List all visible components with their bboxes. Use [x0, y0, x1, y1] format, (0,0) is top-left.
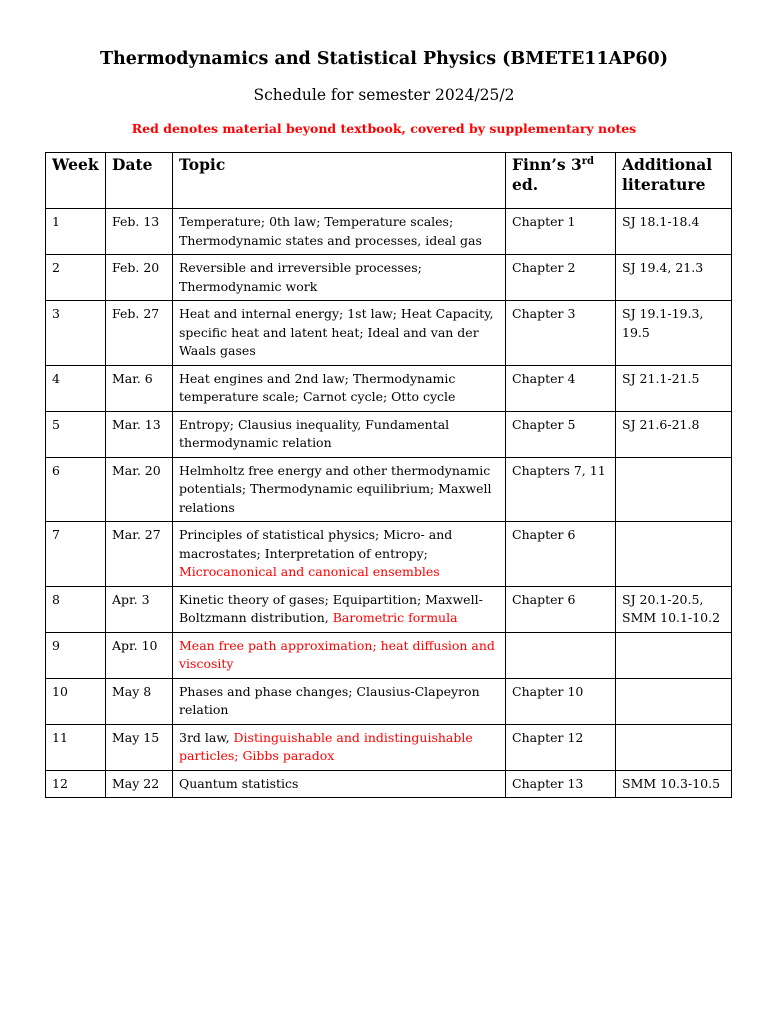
table-row	[46, 411, 732, 457]
additional-literature-cell	[616, 678, 732, 724]
date-cell: Feb. 20	[106, 255, 173, 301]
topic-text: Entropy; Clausius inequality, Fundamental thermodynamic relation	[179, 416, 450, 450]
date-cell: May 22	[106, 770, 173, 798]
table-row	[46, 770, 732, 798]
date-cell: Mar. 13	[106, 411, 173, 457]
topic-cell	[173, 209, 506, 255]
topic-cell	[173, 255, 506, 301]
finn-chapter-cell: Chapter 5	[506, 411, 616, 457]
additional-literature-cell: SJ 21.6-21.8	[616, 411, 732, 457]
header-date: Date	[106, 153, 173, 209]
week-cell: 7	[46, 522, 106, 587]
topic-text: Kinetic theory of gases; Equipartition; Maxwell-Boltzmann distribution,	[179, 591, 483, 625]
finn-chapter-cell: Chapter 4	[506, 365, 616, 411]
week-cell: 1	[46, 209, 106, 255]
additional-literature-cell	[616, 724, 732, 770]
header-row	[46, 153, 732, 209]
date-cell: Feb. 13	[106, 209, 173, 255]
topic-cell	[173, 724, 506, 770]
topic-text: Principles of statistical physics; Micro- and macrostates; Interpretation of entropy;	[179, 527, 453, 561]
topic-text: Quantum statistics	[179, 775, 299, 791]
week-cell: 6	[46, 457, 106, 522]
week-cell: 9	[46, 632, 106, 678]
week-cell: 8	[46, 586, 106, 632]
week-cell: 2	[46, 255, 106, 301]
finn-chapter-cell: Chapters 7, 11	[506, 457, 616, 522]
finn-chapter-cell	[506, 632, 616, 678]
topic-cell	[173, 301, 506, 366]
table-row	[46, 365, 732, 411]
finn-chapter-cell: Chapter 3	[506, 301, 616, 366]
additional-literature-cell: SJ 19.1-19.3, 19.5	[616, 301, 732, 366]
document-title: Thermodynamics and Statistical Physics (BMETE11AP60)	[99, 49, 669, 69]
topic-cell	[173, 678, 506, 724]
topic-text: Heat engines and 2nd law; Thermodynamic temperature scale; Carnot cycle; Otto cycle	[179, 370, 456, 404]
header-finn	[506, 153, 616, 209]
date-cell: May 8	[106, 678, 173, 724]
date-cell: Feb. 27	[106, 301, 173, 366]
finn-chapter-cell: Chapter 1	[506, 209, 616, 255]
week-cell: 5	[46, 411, 106, 457]
week-cell: 4	[46, 365, 106, 411]
topic-supplementary-text: Mean free path approximation; heat diffusion and viscosity	[179, 637, 495, 671]
table-row	[46, 209, 732, 255]
week-cell: 12	[46, 770, 106, 798]
topic-text: Heat and internal energy; 1st law; Heat Capacity, specific heat and latent heat; Ideal and van der Waals gases	[179, 306, 494, 358]
date-cell: Apr. 10	[106, 632, 173, 678]
additional-literature-cell	[616, 632, 732, 678]
additional-literature-cell: SJ 20.1-20.5, SMM 10.1-10.2	[616, 586, 732, 632]
header-finn-superscript: rd	[581, 155, 595, 167]
document-subtitle: Schedule for semester 2024/25/2	[253, 86, 515, 104]
table-header	[46, 153, 732, 209]
table-row	[46, 586, 732, 632]
topic-text: 3rd law,	[179, 729, 234, 745]
additional-literature-cell	[616, 522, 732, 587]
supplementary-note: Red denotes material beyond textbook, covered by supplementary notes	[131, 121, 637, 136]
header-topic: Topic	[173, 153, 506, 209]
date-cell: Mar. 20	[106, 457, 173, 522]
table-row	[46, 301, 732, 366]
topic-supplementary-text: Microcanonical and canonical ensembles	[179, 564, 440, 579]
topic-cell	[173, 365, 506, 411]
week-cell: 3	[46, 301, 106, 366]
date-cell: Mar. 27	[106, 522, 173, 587]
topic-text: Helmholtz free energy and other thermodynamic potentials; Thermodynamic equilibrium; Maxwell relations	[179, 462, 492, 515]
table-row	[46, 632, 732, 678]
topic-text: Temperature; 0th law; Temperature scales; Thermodynamic states and processes, ideal gas	[179, 214, 482, 248]
additional-literature-cell	[616, 457, 732, 522]
schedule-table	[45, 152, 732, 798]
date-cell: Mar. 6	[106, 365, 173, 411]
finn-chapter-cell: Chapter 2	[506, 255, 616, 301]
finn-chapter-cell: Chapter 6	[506, 522, 616, 587]
table-row	[46, 678, 732, 724]
topic-cell	[173, 457, 506, 522]
additional-literature-cell: SJ 18.1-18.4	[616, 209, 732, 255]
header-additional: Additional literature	[616, 153, 732, 209]
topic-cell	[173, 770, 506, 798]
date-cell: Apr. 3	[106, 586, 173, 632]
date-cell: May 15	[106, 724, 173, 770]
week-cell: 10	[46, 678, 106, 724]
table-body	[46, 209, 732, 798]
additional-literature-cell: SJ 21.1-21.5	[616, 365, 732, 411]
finn-chapter-cell: Chapter 13	[506, 770, 616, 798]
additional-literature-cell: SJ 19.4, 21.3	[616, 255, 732, 301]
topic-cell	[173, 522, 506, 587]
table-row	[46, 255, 732, 301]
finn-chapter-cell: Chapter 10	[506, 678, 616, 724]
table-row	[46, 522, 732, 587]
topic-supplementary-text: Barometric formula	[332, 610, 458, 625]
table-row	[46, 724, 732, 770]
topic-text: Reversible and irreversible processes; Thermodynamic work	[179, 260, 422, 294]
topic-cell	[173, 632, 506, 678]
additional-literature-cell: SMM 10.3-10.5	[616, 770, 732, 798]
header-finn-text: Finn’s 3	[512, 155, 582, 174]
topic-cell	[173, 586, 506, 632]
topic-text: Phases and phase changes; Clausius-Clapeyron relation	[179, 683, 480, 717]
finn-chapter-cell: Chapter 12	[506, 724, 616, 770]
header-week: Week	[46, 153, 106, 209]
topic-supplementary-text: Distinguishable and indistinguishable particles; Gibbs paradox	[179, 729, 473, 763]
topic-cell	[173, 411, 506, 457]
week-cell: 11	[46, 724, 106, 770]
table-row	[46, 457, 732, 522]
header-finn-edition: ed.	[512, 175, 539, 194]
finn-chapter-cell: Chapter 6	[506, 586, 616, 632]
